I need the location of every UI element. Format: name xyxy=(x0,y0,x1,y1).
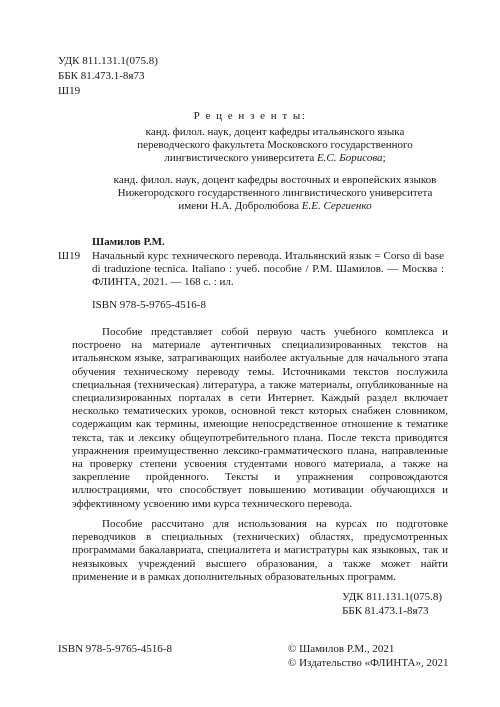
footer-isbn: ISBN 978-5-9765-4516-8 xyxy=(58,643,172,655)
reviewer-2 xyxy=(110,174,440,214)
copyright-author: © Шамилов Р.М., 2021 xyxy=(288,643,395,655)
footer-codes xyxy=(342,591,442,619)
book-author: Шамилов Р.М. xyxy=(92,236,165,248)
copyright-publisher: © Издательство «ФЛИНТА», 2021 xyxy=(288,657,449,669)
reviewers-heading: Р е ц е н з е н т ы: xyxy=(193,110,307,122)
abstract-text-1: Пособие представляет собой первую часть учебного комплекса и построено на материале аутентичных специализированных текстов на итальянском языке, затрагивающих наиболее актуальные для начального этапа обучения техническому переводу темы. Источниками текстов послужила специальная (техническая) литература, а также материалы, опубликованные на специализированных порталах в сети Интернет. Каждый раздел включает несколько тематических уроков, основной текст которых снабжен словником, содержащим как термины, имеющие непосредственное отношение к тематике текста, так и лексику общеупотребительного плана. После текста приводятся упражнения преимущественно лексико-грамматического плана, направленные на проверку степени усвоения студентами нового материала, а также на закрепление пройденного. Тексты и упражнения сопровождаются иллюстрациями, что способствует повышению мотивации обучающихся и эффективному усвоению ими курса технического перевода. xyxy=(72,326,448,510)
catalog-index: Ш19 xyxy=(58,250,81,262)
bbk-code: ББК 81.473.1-8я73 xyxy=(58,70,145,82)
footer-udk: УДК 811.131.1(075.8) xyxy=(342,591,442,603)
classification-codes xyxy=(58,55,158,100)
reviewer-2-affiliation: канд. филол. наук, доцент кафедры восточных и европейских языков Нижегородского государственного лингвистического университета имени Н.А. Добролюбова xyxy=(113,174,437,213)
reviewer-1-affiliation: канд. филол. наук, доцент кафедры итальянского языка переводческого факультета Московского государственного лингвистического университета xyxy=(137,126,413,165)
abstract-text-2: Пособие рассчитано для использования на курсах по подготовке переводчиков в специальных (технических) областях, предусмотренных программами бакалавриата, специалитета и магистратуры как языковых, так и неязыковых учреждений высшего образования, а также может найти применение и в рамках дополнительных образовательных программ. xyxy=(72,518,448,583)
reviewer-1-name: Е.С. Борисова xyxy=(316,152,383,165)
author-mark: Ш19 xyxy=(58,85,81,97)
abstract-paragraph-1 xyxy=(72,326,448,511)
bibliographic-description: Начальный курс технического перевода. Итальянский язык = Corso di base di traduzione tecnica. Italiano : учеб. пособие / Р.М. Шамилов. — Москва : ФЛИНТА, 2021. — 168 с. : ил. xyxy=(92,250,444,289)
abstract-paragraph-2 xyxy=(72,518,448,584)
reviewer-1 xyxy=(110,126,440,166)
reviewer-2-name: Е.Е. Сергиенко xyxy=(301,200,372,213)
udk-code: УДК 811.131.1(075.8) xyxy=(58,55,158,67)
reviewer-1-end: ; xyxy=(382,152,386,165)
isbn-main: ISBN 978-5-9765-4516-8 xyxy=(92,299,206,311)
copyright-block xyxy=(288,643,448,671)
footer-bbk: ББК 81.473.1-8я73 xyxy=(342,605,429,617)
